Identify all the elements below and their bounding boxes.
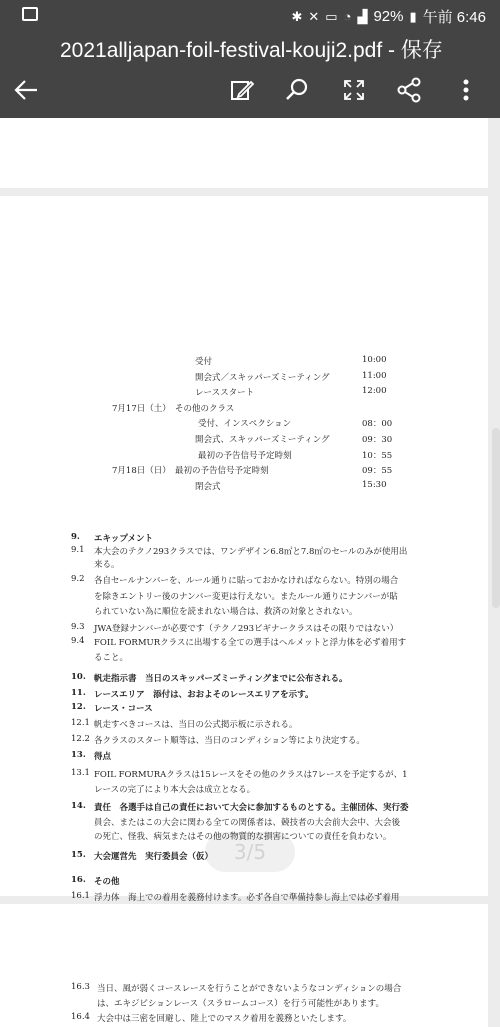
schedule-label: 受付、インスペクション	[198, 419, 292, 430]
section-text: 本大会のテクノ293クラスでは、ワンデザイン6.8㎡と7.8㎡のセールのみが使用出	[94, 547, 408, 557]
section-number: 9.4	[71, 636, 85, 646]
schedule-time: 09：55	[362, 466, 393, 477]
schedule-label: 開会式、スキッパーズミーティング	[195, 435, 330, 445]
section-text: 各自セールナンバーを、ルール通りに貼っておかなければならない。特別の場合	[94, 576, 399, 586]
section-text: 責任 各選手は自己の責任において大会に参加するものとする。主催団体、実行委	[94, 803, 409, 813]
pdf-page-3	[0, 196, 488, 903]
section-text: られていない為に順位を読まれない場合は、救済の対象とされない。	[94, 607, 358, 617]
battery-icon: ▮	[409, 8, 417, 24]
section-text: レースの完了により本大会は成立となる。	[94, 785, 256, 795]
section-number: 10.	[71, 672, 86, 682]
section-text: その他	[94, 877, 120, 887]
section-text: FOIL FORMURAクラスは15レースをその他のクラスは7レースを予定するが、1	[94, 770, 408, 780]
more-icon[interactable]	[450, 74, 482, 106]
section-number: 16.1	[71, 891, 90, 901]
back-arrow-icon[interactable]	[10, 74, 42, 106]
pdf-viewer[interactable]	[0, 118, 500, 1027]
section-text: 得点	[94, 752, 112, 762]
fullscreen-icon[interactable]	[338, 74, 370, 106]
section-number: 16.3	[71, 982, 90, 992]
section-number: 9.3	[71, 622, 85, 632]
schedule-time: 09：30	[362, 435, 393, 445]
schedule-label: 閉会式	[195, 481, 221, 492]
wifi-icon: ◔	[343, 9, 352, 24]
section-text: 帆走指示書 当日のスキッパーズミーティングまでに公布される。	[94, 674, 348, 684]
section-text: 来る。	[94, 560, 120, 570]
document-title: 2021alljapan-foil-festival-kouji2.pdf - 保存	[0, 32, 500, 62]
schedule-time: 12:00	[362, 386, 387, 397]
schedule-label: 受付	[195, 357, 213, 367]
status-icons	[291, 6, 486, 27]
schedule-time: 10:00	[362, 355, 387, 365]
section-text: レースエリア 添付は、おおよそのレースエリアを示す。	[94, 690, 314, 700]
app-toolbar	[0, 62, 500, 118]
section-number: 15.	[71, 850, 86, 860]
section-text: 大会運営先 実行委員会（仮）	[94, 852, 214, 862]
page-indicator: 3/5	[205, 832, 295, 872]
section-text: 員会、またはこの大会に関わる全ての関係者は、競技者の大会前大会中、大会後	[94, 818, 401, 828]
section-text: を除きエントリー後のナンバー変更は行えない。またルール通りにナンバーが貼	[94, 592, 398, 602]
section-text: は、エキジビションレース（スラロームコース）を行う可能性があります。	[97, 999, 385, 1009]
signal-icon: ▟	[357, 8, 368, 24]
schedule-time: 11:00	[362, 370, 387, 381]
section-number: 14.	[71, 801, 86, 811]
section-text: FOIL FORMURクラスに出場する全ての選手はヘルメットと浮力体を必ず着用す	[94, 638, 407, 648]
image-notification-icon	[22, 7, 38, 21]
mute-icon: ✕	[308, 8, 320, 24]
section-number: 16.4	[71, 1012, 90, 1022]
section-text: 浮力体 海上での着用を義務付けます。必ず各自で準備持参し海上では必ず着用	[94, 893, 400, 903]
pdf-page-4	[0, 904, 488, 1027]
search-icon[interactable]	[281, 74, 313, 106]
section-text: 各クラスのスタート順等は、当日のコンディション等により決定する。	[94, 736, 365, 746]
section-number: 16.	[71, 875, 86, 885]
section-text: エキップメント	[94, 534, 153, 544]
schedule-time: 15:30	[362, 479, 387, 490]
share-icon[interactable]	[393, 74, 425, 106]
clock: 午前 6:46	[422, 9, 486, 26]
schedule-label: 7月18日（日） 最初の予告信号予定時刻	[112, 466, 269, 477]
volte-icon: ▭	[325, 8, 338, 24]
schedule-time: 10：55	[362, 450, 393, 461]
bluetooth-icon: ✱	[291, 8, 303, 24]
section-number: 12.2	[71, 734, 90, 744]
section-number: 9.1	[71, 545, 85, 555]
schedule-label: 最初の予告信号予定時刻	[198, 450, 292, 461]
section-text: の死亡、怪我、病気またはその他の物質的な損害についての責任を負わない。	[94, 832, 392, 842]
section-number: 12.	[71, 702, 86, 712]
schedule-label: 7月17日（土） その他のクラス	[112, 403, 235, 414]
section-text: 大会中は三密を回避し、陸上でのマスク着用を義務といたします。	[97, 1014, 352, 1024]
section-number: 13.1	[71, 768, 90, 778]
section-number: 11.	[71, 688, 86, 698]
section-text: 当日、風が弱くコースレースを行うことができないようなコンディションの場合	[97, 984, 402, 994]
section-text: レース・コース	[94, 704, 153, 714]
section-number: 9.2	[71, 574, 85, 584]
status-bar	[0, 0, 500, 32]
section-text: JWA登録ナンバーが必要です（テクノ293ビギナークラスはその限りではない）	[94, 624, 399, 634]
schedule-label: レーススタート	[195, 388, 255, 399]
scrollbar[interactable]	[492, 428, 500, 608]
pdf-page-2	[0, 118, 488, 188]
section-number: 9.	[71, 532, 80, 542]
section-number: 13.	[71, 750, 86, 760]
section-text: 帆走すべきコースは、当日の公式掲示板に示される。	[94, 720, 298, 730]
edit-icon[interactable]	[226, 74, 258, 106]
schedule-label: 開会式／スキッパーズミーティング	[195, 372, 330, 383]
section-text: ること。	[94, 653, 129, 663]
section-number: 12.1	[71, 718, 90, 728]
schedule-time: 08：00	[362, 419, 393, 430]
battery-level: 92%	[373, 8, 404, 25]
